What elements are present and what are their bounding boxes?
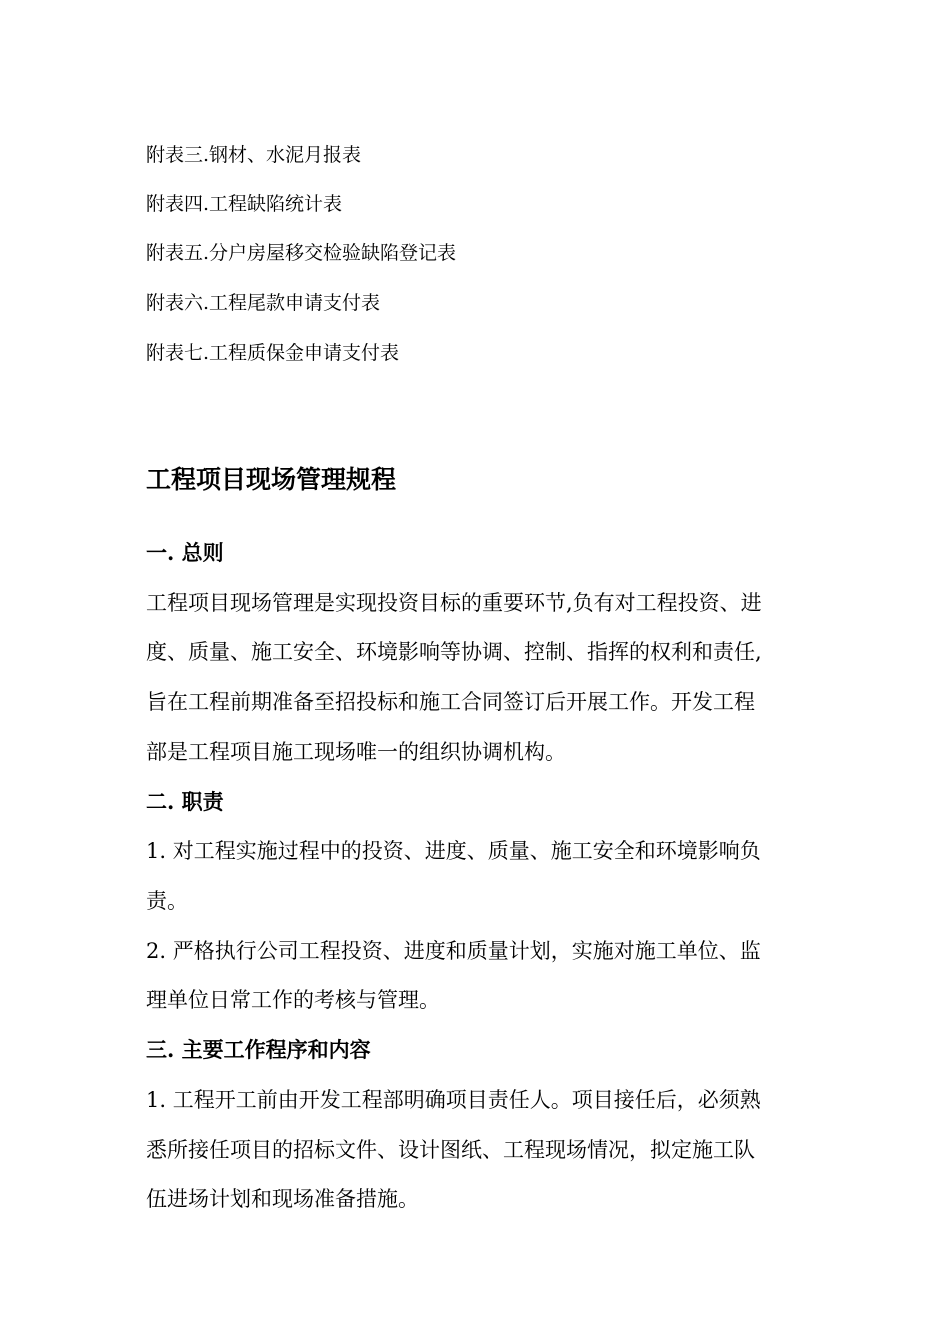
- section-heading-duties: 二. 职责: [146, 789, 224, 814]
- section-heading-general: 一. 总则: [146, 540, 224, 565]
- paragraph-line: 2. 严格执行公司工程投资、进度和质量计划，实施对施工单位、监: [146, 939, 761, 963]
- paragraph-line: 伍进场计划和现场准备措施。: [146, 1187, 419, 1211]
- appendix-item: 附表七.工程质保金申请支付表: [146, 342, 400, 364]
- paragraph-line: 理单位日常工作的考核与管理。: [146, 988, 440, 1012]
- paragraph-line: 责。: [146, 889, 188, 913]
- appendix-item: 附表三.钢材、水泥月报表: [146, 144, 362, 166]
- paragraph-line: 1. 对工程实施过程中的投资、进度、质量、施工安全和环境影响负: [146, 839, 761, 863]
- paragraph-line: 部是工程项目施工现场唯一的组织协调机构。: [146, 740, 566, 764]
- paragraph-line: 悉所接任项目的招标文件、设计图纸、工程现场情况，拟定施工队: [146, 1138, 755, 1162]
- document-title: 工程项目现场管理规程: [146, 465, 397, 494]
- appendix-item: 附表四.工程缺陷统计表: [146, 193, 343, 215]
- paragraph-line: 度、质量、施工安全、环境影响等协调、控制、指挥的权利和责任,: [146, 640, 762, 664]
- appendix-item: 附表六.工程尾款申请支付表: [146, 292, 381, 314]
- paragraph-line: 1. 工程开工前由开发工程部明确项目责任人。项目接任后，必须熟: [146, 1088, 761, 1112]
- section-heading-procedures: 三. 主要工作程序和内容: [146, 1037, 371, 1062]
- paragraph-line: 旨在工程前期准备至招投标和施工合同签订后开展工作。开发工程: [146, 690, 755, 714]
- paragraph-line: 工程项目现场管理是实现投资目标的重要环节,负有对工程投资、进: [146, 591, 762, 615]
- appendix-item: 附表五.分户房屋移交检验缺陷登记表: [146, 242, 457, 264]
